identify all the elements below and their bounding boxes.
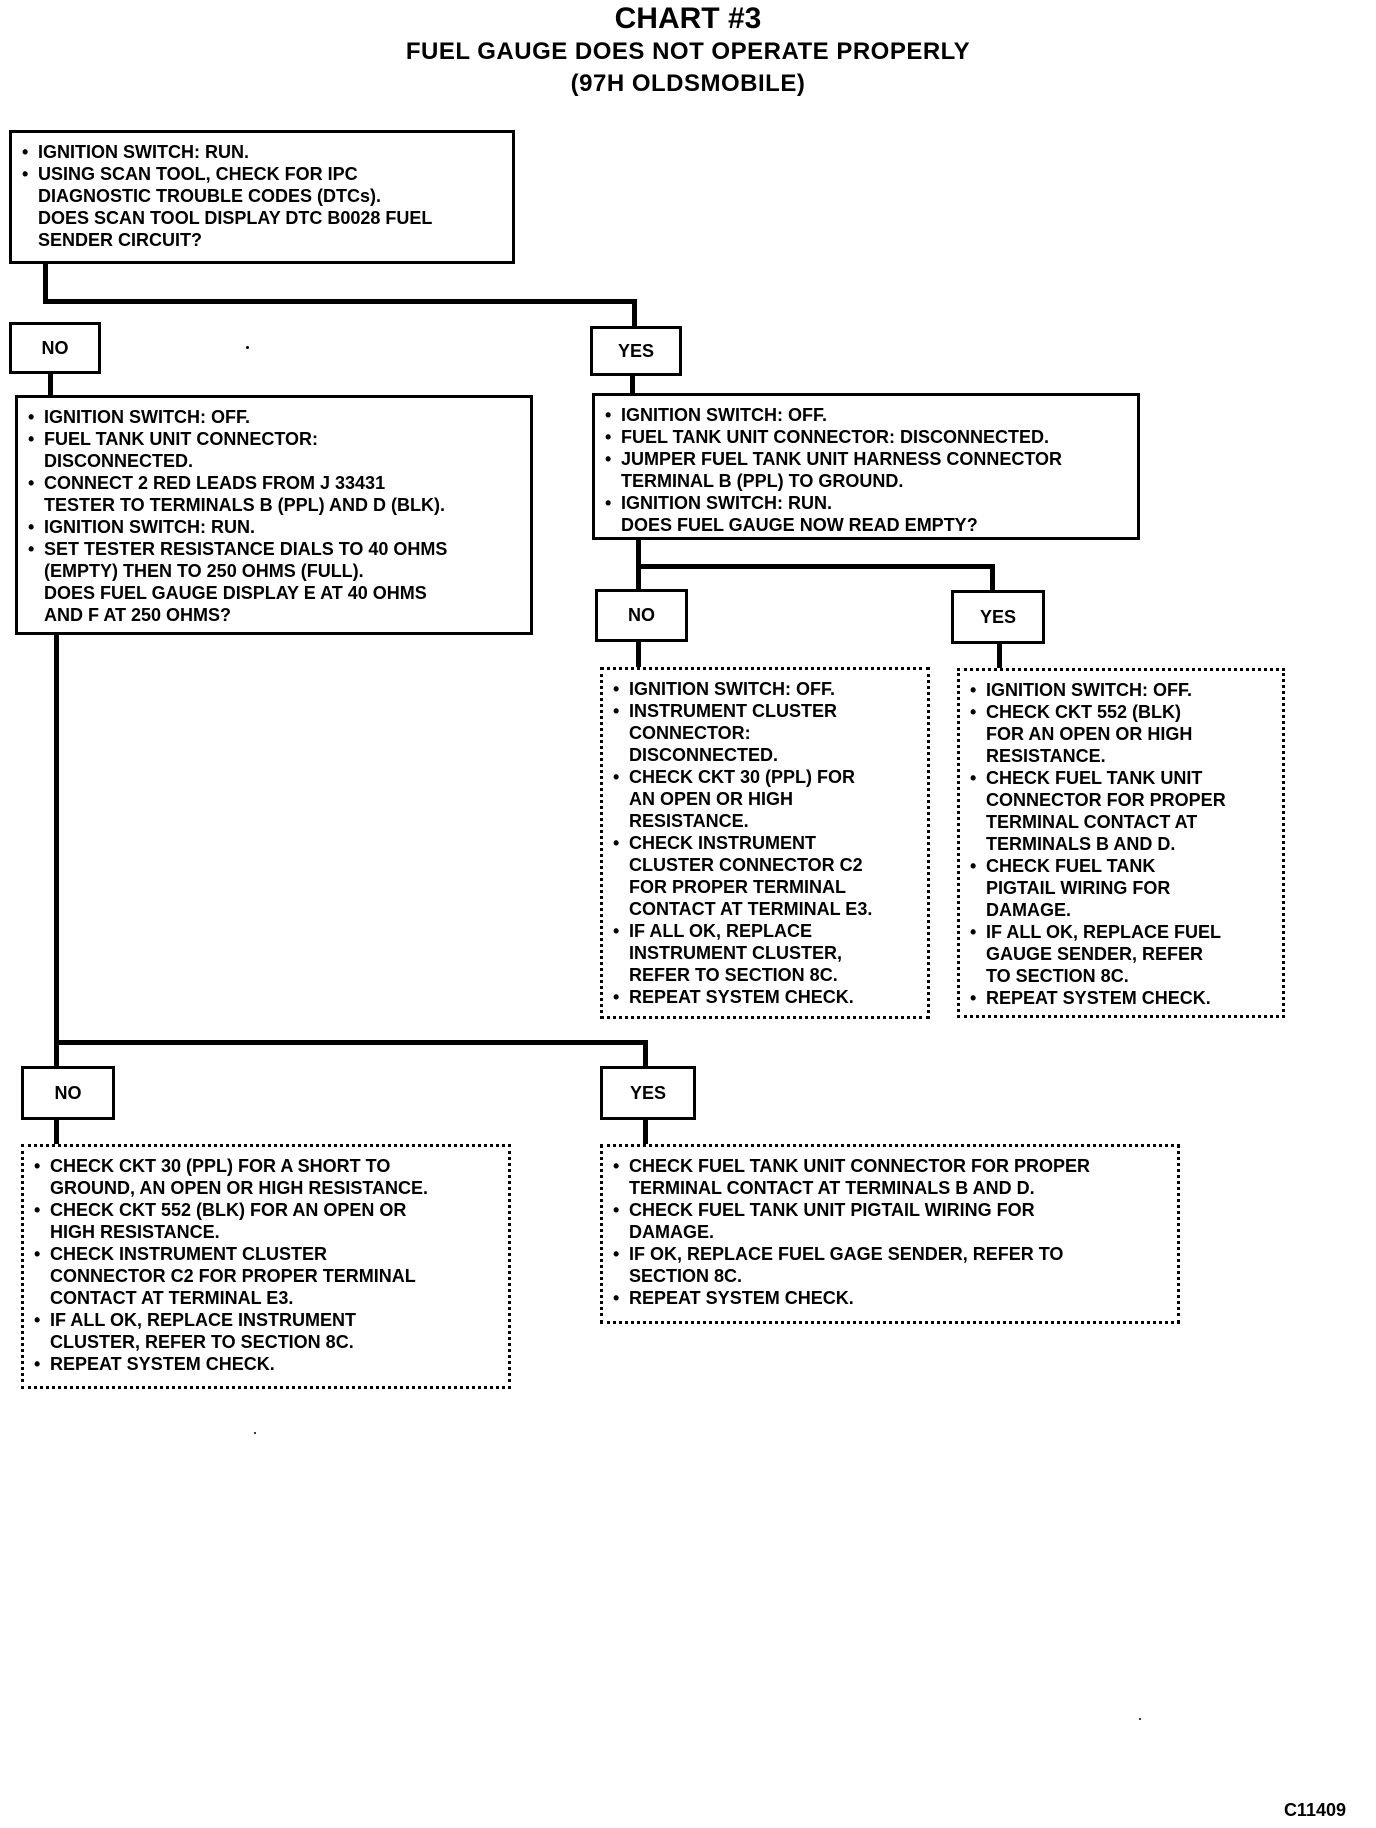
yes-label: YES [600,1066,696,1120]
figure-code: C11409 [1283,1800,1346,1820]
sender-check-item: • CHECK FUEL TANK PIGTAIL WIRING FOR DAMAGE. [968,855,1274,921]
connector-to-yes-3 [643,1040,648,1068]
jumper-step-item: • JUMPER FUEL TANK UNIT HARNESS CONNECTOR TERMINAL B (PPL) TO GROUND. [603,448,1129,492]
cluster-check-item: • INSTRUMENT CLUSTER CONNECTOR: DISCONNECTED. [611,700,919,766]
jumper-step-item: • FUEL TANK UNIT CONNECTOR: DISCONNECTED. [603,426,1129,448]
no-label: NO [9,322,101,374]
cluster-check-box [600,667,930,1019]
yes-label: YES [951,590,1045,644]
circuit-check-item: • CHECK INSTRUMENT CLUSTER CONNECTOR C2 FOR PROPER TERMINAL CONTACT AT TERMINAL E3. [32,1243,500,1309]
tester-step-item: • IGNITION SWITCH: RUN. [26,516,522,538]
sender-check-item: • CHECK FUEL TANK UNIT CONNECTOR FOR PROPER TERMINAL CONTACT AT TERMINALS B AND D. [968,767,1274,855]
scan-speck [254,1432,256,1434]
chart-subtitle: FUEL GAUGE DOES NOT OPERATE PROPERLY [405,38,971,65]
circuit-check-item: • CHECK CKT 552 (BLK) FOR AN OPEN OR HIGH RESISTANCE. [32,1199,500,1243]
connector-yes-2-down [997,642,1002,670]
pigtail-check-item: • IF OK, REPLACE FUEL GAGE SENDER, REFER TO SECTION 8C. [611,1243,1169,1287]
chart-title: CHART #3 [614,2,762,35]
pigtail-check-item: • CHECK FUEL TANK UNIT CONNECTOR FOR PROPER TERMINAL CONTACT AT TERMINALS B AND D. [611,1155,1169,1199]
cluster-check-item: • CHECK INSTRUMENT CLUSTER CONNECTOR C2 FOR PROPER TERMINAL CONTACT AT TERMINAL E3. [611,832,919,920]
pigtail-check-item: • CHECK FUEL TANK UNIT PIGTAIL WIRING FOR DAMAGE. [611,1199,1169,1243]
connector-no-2-down [636,640,641,669]
tester-step-item: • SET TESTER RESISTANCE DIALS TO 40 OHMS (EMPTY) THEN TO 250 OHMS (FULL). DOES FUEL GAUGE DISPLAY E AT 40 OHMS AND F AT 250 OHMS? [26,538,522,626]
jumper-step-item: • IGNITION SWITCH: OFF. [603,404,1129,426]
connector-to-yes-2 [990,564,995,592]
connector-yes-3-down [643,1118,648,1146]
jumper-question: DOES FUEL GAUGE NOW READ EMPTY? [621,515,978,535]
cluster-check-item: • CHECK CKT 30 (PPL) FOR AN OPEN OR HIGH RESISTANCE. [611,766,919,832]
connector-branch-1-horizontal [43,299,637,304]
connector-to-yes-1 [632,299,637,329]
cluster-check-item: • REPEAT SYSTEM CHECK. [611,986,919,1008]
sender-check-item: • REPEAT SYSTEM CHECK. [968,987,1274,1009]
start-step-box [9,130,515,264]
sender-check-item: • CHECK CKT 552 (BLK) FOR AN OPEN OR HIGH RESISTANCE. [968,701,1274,767]
no-label: NO [595,589,688,642]
circuit-check-item: • IF ALL OK, REPLACE INSTRUMENT CLUSTER, REFER TO SECTION 8C. [32,1309,500,1353]
connector-start-down [43,260,48,304]
connector-branch-2-horizontal [636,564,995,569]
circuit-check-item: • REPEAT SYSTEM CHECK. [32,1353,500,1375]
sender-check-item: • IF ALL OK, REPLACE FUEL GAUGE SENDER, REFER TO SECTION 8C. [968,921,1274,987]
tester-step-item: • FUEL TANK UNIT CONNECTOR: DISCONNECTED. [26,428,522,472]
jumper-step-box [592,393,1140,540]
pigtail-check-box [600,1144,1180,1324]
yes-label: YES [590,326,682,376]
circuit-check-item: • CHECK CKT 30 (PPL) FOR A SHORT TO GROUND, AN OPEN OR HIGH RESISTANCE. [32,1155,500,1199]
circuit-check-box [21,1144,511,1389]
no-label: NO [21,1066,115,1120]
scan-speck [246,346,249,349]
pigtail-check-item: • REPEAT SYSTEM CHECK. [611,1287,1169,1309]
sender-check-box [957,668,1285,1018]
tester-step-box [15,395,533,635]
start-step-item: • IGNITION SWITCH: RUN. [20,141,504,163]
start-step-item: • USING SCAN TOOL, CHECK FOR IPC DIAGNOSTIC TROUBLE CODES (DTCs). DOES SCAN TOOL DISPLAY DTC B0028 FUEL SENDER CIRCUIT? [20,163,504,251]
jumper-step-item: • IGNITION SWITCH: RUN. [603,492,1129,514]
tester-step-item: • CONNECT 2 RED LEADS FROM J 33431 TESTER TO TERMINALS B (PPL) AND D (BLK). [26,472,522,516]
connector-tester-down [54,633,59,1086]
connector-branch-3-horizontal [54,1040,648,1045]
connector-no-3-down [54,1118,59,1146]
sender-check-item: • IGNITION SWITCH: OFF. [968,679,1274,701]
chart-subtitle-model: (97H OLDSMOBILE) [570,70,806,97]
cluster-check-item: • IF ALL OK, REPLACE INSTRUMENT CLUSTER, REFER TO SECTION 8C. [611,920,919,986]
cluster-check-item: • IGNITION SWITCH: OFF. [611,678,919,700]
tester-step-item: • IGNITION SWITCH: OFF. [26,406,522,428]
scan-speck [1139,1718,1141,1720]
